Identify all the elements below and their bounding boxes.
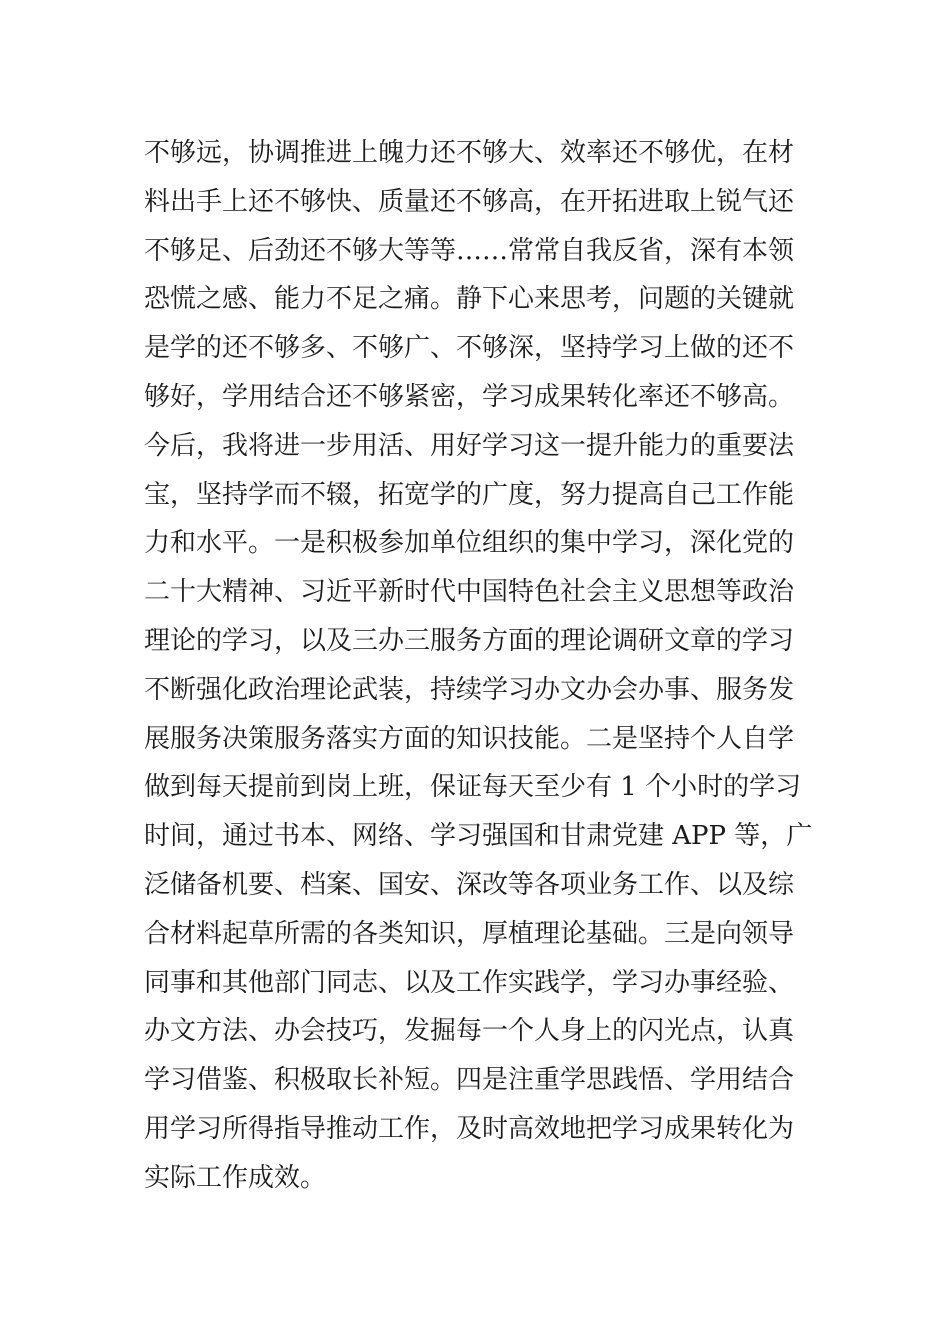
text-line: 时间，通过书本、网络、学习强国和甘肃党建 APP 等，广 <box>144 821 813 852</box>
text-line: 理论的学习，以及三办三服务方面的理论调研文章的学习 <box>144 625 795 656</box>
text-line: 合材料起草所需的各类知识，厚植理论基础。三是向领导 <box>144 918 795 949</box>
text-line: 二十大精神、习近平新时代中国特色社会主义思想等政治 <box>144 577 795 608</box>
text-line: 够好，学用结合还不够紧密，学习成果转化率还不够高。 <box>144 381 795 412</box>
text-line: 今后，我将进一步用活、用好学习这一提升能力的重要法 <box>144 430 795 461</box>
body-text <box>144 129 814 1203</box>
text-line: 同事和其他部门同志、以及工作实践学，学习办事经验、 <box>144 967 795 998</box>
text-line: 用学习所得指导推动工作，及时高效地把学习成果转化为 <box>144 1113 795 1144</box>
text-line: 恐慌之感、能力不足之痛。静下心来思考，问题的关键就 <box>144 284 795 315</box>
text-line: 是学的还不够多、不够广、不够深，坚持学习上做的还不 <box>144 333 795 364</box>
text-line: 展服务决策服务落实方面的知识技能。二是坚持个人自学 <box>144 723 795 754</box>
text-line: 不够远，协调推进上魄力还不够大、效率还不够优，在材 <box>144 138 795 168</box>
text-line: 不断强化政治理论武装，持续学习办文办会办事、服务发 <box>144 674 795 705</box>
text-line: 不够足、后劲还不够大等等……常常自我反省，深有本领 <box>144 235 795 266</box>
text-line: 力和水平。一是积极参加单位组织的集中学习，深化党的 <box>144 528 795 559</box>
text-line: 料出手上还不够快、质量还不够高，在开拓进取上锐气还 <box>144 186 795 217</box>
text-line: 泛储备机要、档案、国安、深改等各项业务工作、以及综 <box>144 869 795 900</box>
text-line: 学习借鉴、积极取长补短。四是注重学思践悟、学用结合 <box>144 1065 795 1096</box>
text-line: 实际工作成效。 <box>144 1162 327 1193</box>
text-line: 宝，坚持学而不辍，拓宽学的广度，努力提高自己工作能 <box>144 479 795 510</box>
text-line: 做到每天提前到岗上班，保证每天至少有 1 个小时的学习 <box>144 772 802 803</box>
text-line: 办文方法、办会技巧，发掘每一个人身上的闪光点，认真 <box>144 1016 795 1047</box>
